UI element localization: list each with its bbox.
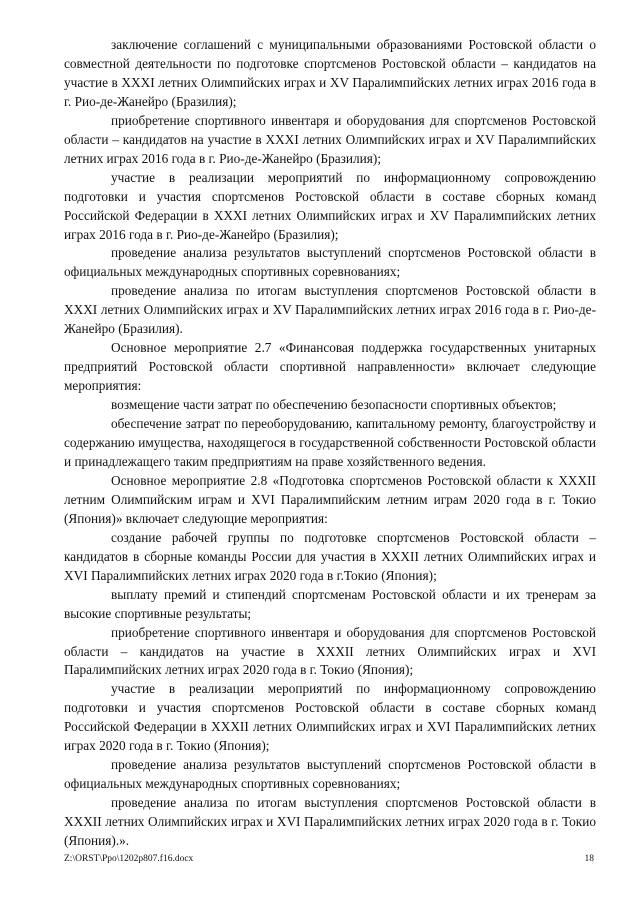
paragraph-main-measure-2-7: Основное мероприятие 2.7 «Финансовая поддержка государственных унитарных предприятий Ростовской области спортивной направленности» включает следующие мероприятия: — [64, 340, 596, 394]
paragraph-security-costs: возмещение части затрат по обеспечению безопасности спортивных объектов; — [111, 397, 557, 413]
document-body — [64, 36, 596, 851]
paragraph-analysis-olympics-2020: проведение анализа по итогам выступления спортсменов Ростовской области в XXXII летних Олимпийских играх и XVI Паралимпийских летних играх 2020 года в г. Токио (Япония).». — [64, 795, 596, 849]
paragraph-analysis-olympics-2016: проведение анализа по итогам выступления спортсменов Ростовской области в XXXI летних Олимпийских играх и XV Паралимпийских летних играх 2016 года в г. Рио-де-Жанейро (Бразилия). — [64, 283, 596, 337]
paragraph-info-support-2020: участие в реализации мероприятий по информационному сопровождению подготовки и участия спортсменов Ростовской области в составе сборных команд Российской Федерации в XXXII летних Олимпийских играх и XVI Паралимпийских летних играх 2020 года в г. Токио (Япония); — [64, 681, 596, 754]
paragraph-property-costs: обеспечение затрат по переоборудованию, капитальному ремонту, благоустройству и содержанию имущества, находящегося в государственной собственности Ростовской области и принадлежащего таким предприятиям на праве хозяйственного ведения. — [64, 416, 596, 469]
paragraph-equipment-2020: приобретение спортивного инвентаря и оборудования для спортсменов Ростовской области – кандидатов на участие в XXXII летних Олимпийских играх и XVI Паралимпийских летних играх 2020 года в г. Токио (Япония); — [64, 624, 596, 678]
paragraph-equipment-2016: приобретение спортивного инвентаря и оборудования для спортсменов Ростовской области – кандидатов на участие в XXXI летних Олимпийских играх и XV Паралимпийских летних играх 2016 года в г. Рио-де-Жанейро (Бразилия); — [64, 112, 596, 166]
paragraph-working-group-2020: создание рабочей группы по подготовке спортсменов Ростовской области – кандидатов в сборные команды России для участия в XXXII летних Олимпийских играх и XVI Паралимпийских летних играх 2020 года в г.Токио (Япония); — [64, 529, 596, 583]
paragraph-info-support-2016: участие в реализации мероприятий по информационному сопровождению подготовки и участия спортсменов Ростовской области в составе сборных команд Российской Федерации в XXXI летних Олимпийских играх и XV Паралимпийских летних играх 2016 года в г. Рио-де-Жанейро (Бразилия); — [64, 169, 596, 242]
paragraph-analysis-results-2020: проведение анализа результатов выступлений спортсменов Ростовской области в официальных международных спортивных соревнованиях; — [64, 757, 596, 792]
paragraph-bonuses: выплату премий и стипендий спортсменам Ростовской области и их тренерам за высокие спортивные результаты; — [64, 586, 596, 621]
page-number: 18 — [584, 854, 594, 864]
footer-file-path: Z:\ORST\Ppo\1202p807.f16.docx — [64, 854, 194, 864]
paragraph-analysis-results-2016: проведение анализа результатов выступлений спортсменов Ростовской области в официальных международных спортивных соревнованиях; — [64, 245, 596, 280]
paragraph-main-measure-2-8: Основное мероприятие 2.8 «Подготовка спортсменов Ростовской области к XXXII летним Олимпийским играм и XVI Паралимпийским летним играм 2020 года в г. Токио (Япония)» включает следующие мероприятия: — [64, 472, 596, 526]
paragraph-agreements: заключение соглашений с муниципальными образованиями Ростовской области о совместной деятельности по подготовке спортсменов Ростовской области – кандидатов на участие в XXXI летних Олимпийских играх и XV Паралимпийских летних играх 2016 года в г. Рио-де-Жанейро (Бразилия); — [64, 37, 596, 109]
